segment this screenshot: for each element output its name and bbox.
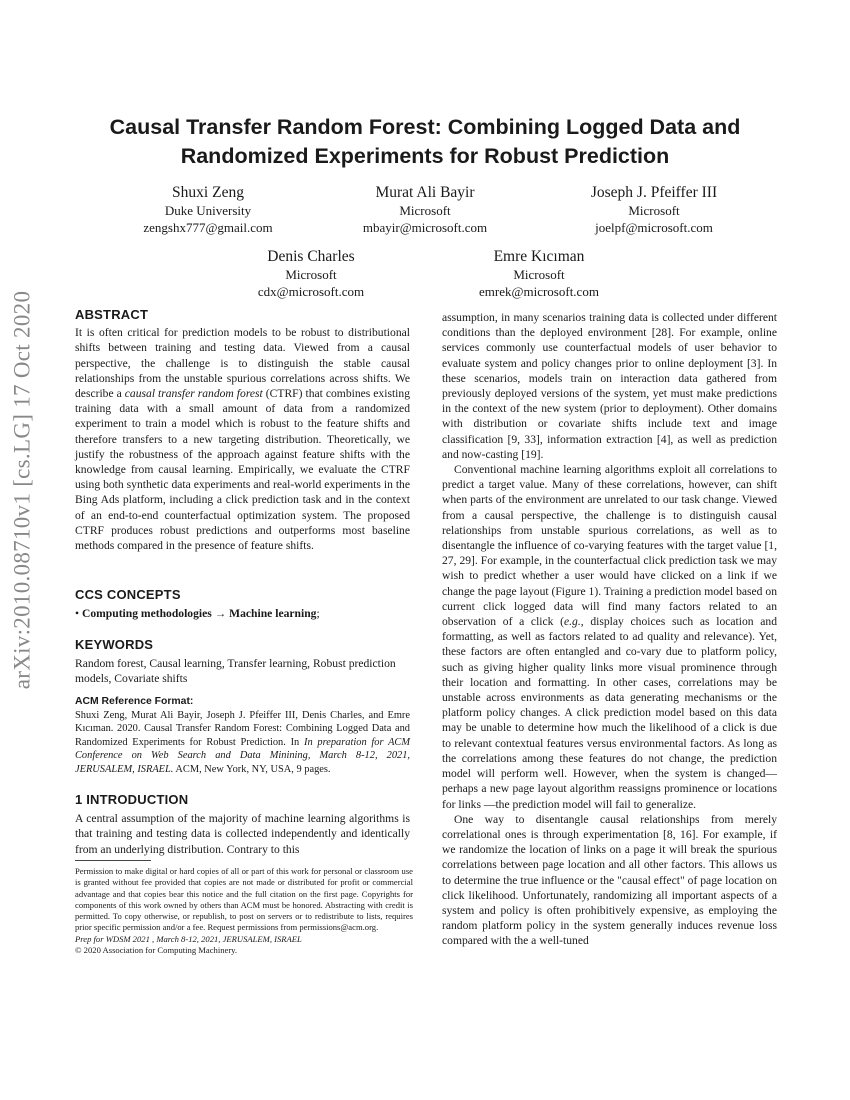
abstract-heading: ABSTRACT: [75, 307, 149, 322]
intro-paragraph: A central assumption of the majority of machine learning algorithms is that training and testing data is collected independently and identically from an underlying distribution. Contrary to this: [75, 812, 410, 856]
author-affiliation: Microsoft: [513, 267, 565, 282]
keywords-section: [75, 637, 410, 687]
author-block: [88, 183, 328, 236]
keywords-heading: KEYWORDS: [75, 637, 154, 652]
permission-footnote: [75, 866, 413, 956]
author-email: cdx@microsoft.com: [257, 283, 365, 299]
ccs-concept-line: [75, 606, 410, 621]
intro-text-part: , display choices such as location and formatting, as well as factors related to ad quality and relevance). Yet, these factors are often entangled and co-vary due to platform policy, such as giving higher quality links more visual prominence through their location and formatting. In other cases, correlations may be unstable across environments as data generating mechanisms or the platform policy changes. A click prediction model based on this data may be unable to determine how much the likelihood of a click is due to relevant contextual features versus environmental factors. As long as the correlations among these features do not change, the prediction model will perform well. However, when the system is changed—perhaps a new page layout algorithm reassigns prominence or locations for links —the prediction model will fail to generalize.: [442, 615, 777, 811]
venue-italic: Prep for WDSM 2021 , March 8-12, 2021, JERUSALEM, ISRAEL: [75, 933, 302, 944]
author-email: joelpf@microsoft.com: [595, 219, 713, 235]
author-name: Denis Charles: [267, 248, 355, 265]
abstract-text-part: It is often critical for prediction models to be robust to distributional shifts between training and testing data. Viewed from a causal perspective, the challenge is to distinguish the stable causal relationships from the unstable spurious correlations across shifts. We describe a: [75, 326, 410, 401]
acm-ref-heading: ACM Reference Format:: [75, 696, 194, 707]
author-block: [191, 247, 431, 300]
intro-text-part: Conventional machine learning algorithms exploit all correlations to predict a target value. Many of these correlations, however, can shift when parts of the environment are unrelated to our task change. Viewed from a causal perspective, the challenge is to distinguish causal relationships from unstable spurious correlations, as well as to disentangle the influence of co-varying features with the target value [1, 27, 29]. For example, in the counterfactual click prediction task we may wish to predict whether a user would have clicked on a link if we change the page layout (Figure 1). Training a prediction model based on current click logged data will find many factors related to an observation of a click (: [442, 463, 777, 629]
ccs-term: Machine learning: [229, 607, 317, 621]
author-name: Emre Kıcıman: [493, 248, 585, 265]
copyright-text: © 2020 Association for Computing Machinery.: [75, 945, 238, 956]
keywords-text: Random forest, Causal learning, Transfer learning, Robust prediction models, Covariate shifts: [75, 657, 396, 686]
bullet: •: [75, 607, 80, 621]
intro-italic: e.g.: [564, 615, 581, 629]
arxiv-id-text: arXiv:2010.08710v1 [cs.LG] 17 Oct 2020: [9, 290, 35, 690]
acm-ref-part: Shuxi Zeng, Murat Ali Bayir, Joseph J. Pfeiffer III, Denis Charles, and Emre Kıcıman. 2020. Causal Transfer Random Forest: Combining Logged Data and Randomized Experiments for Robust Prediction. In: [75, 709, 410, 748]
abstract-text-part: (CTRF) that combines existing training data with a small amount of data from a randomized experiment to train a model which is robust to the feature shifts and therefore transfers to a new targeting distribution. Theoretically, we justify the robustness of the approach against feature shifts with the knowledge from causal learning. Empirically, we evaluate the CTRF using both synthetic data experiments and real-world experiments in the Bing Ads platform, including a click prediction task and in the context of an end-to-end counterfactual optimization system. The proposed CTRF produces robust predictions and outperforms most baseline methods compared in the presence of feature shifts.: [75, 387, 410, 553]
acm-ref-part: ACM, New York, NY, USA, 9 pages.: [173, 763, 331, 775]
author-email: emrek@microsoft.com: [479, 283, 599, 299]
ccs-end: ;: [316, 607, 320, 621]
ccs-section: [75, 587, 410, 621]
author-affiliation: Microsoft: [285, 267, 337, 282]
author-block: [419, 247, 659, 300]
author-name: Murat Ali Bayir: [375, 184, 475, 201]
ccs-heading: CCS CONCEPTS: [75, 587, 181, 602]
abstract-italic-term: causal transfer random forest: [124, 387, 263, 401]
introduction-heading: 1 INTRODUCTION: [75, 792, 189, 807]
author-name: Joseph J. Pfeiffer III: [590, 184, 718, 201]
intro-paragraph: [442, 462, 777, 812]
abstract-text: [75, 325, 410, 553]
acm-reference: [75, 695, 410, 777]
author-block: [534, 183, 774, 236]
author-name: Shuxi Zeng: [172, 184, 244, 201]
abstract-section: [75, 307, 410, 553]
introduction-section: [75, 792, 410, 857]
footnote-divider: [75, 860, 151, 861]
title-line-1: Causal Transfer Random Forest: Combining Logged Data and: [109, 115, 741, 139]
author-email: zengshx777@gmail.com: [143, 219, 273, 235]
author-email: mbayir@microsoft.com: [362, 219, 488, 235]
permission-text: Permission to make digital or hard copies of all or part of this work for personal or classroom use is granted without fee provided that copies are not made or distributed for profit or commercial advantage and that copies bear this notice and the full citation on the first page. Copyrights for components of this work owned by others than ACM must be honored. Abstracting with credit is permitted. To copy otherwise, or republish, to post on servers or to redistribute to lists, requires prior specific permission and/or a fee. Request permissions from permissions@acm.org.: [75, 866, 413, 933]
arxiv-side-identifier: [2, 290, 42, 690]
arrow-icon: →: [214, 607, 227, 621]
ccs-term: Computing methodologies: [81, 607, 212, 621]
author-block: [305, 183, 545, 236]
intro-paragraph-continued: assumption, in many scenarios training data is collected under different conditions than the deployed environment [28]. For example, online services commonly use counterfactual models of user behavior to evaluate system and policy changes prior to online deployment [3]. In these scenarios, models train on interaction data gathered from previously deployed versions of the system, yet must make predictions in the context of the new system (prior to deployment). Other domains with distribution or covariate shifts include text and image classification [9, 33], information extraction [4], as well as prediction and now-casting [19].: [442, 311, 777, 461]
acm-ref-text: [75, 709, 410, 777]
acm-ref-italic: In preparation for ACM Conference on Web Search and Data Minining, March 8-12, 2021, JERUSALEM, ISRAEL.: [75, 736, 410, 775]
author-affiliation: Duke University: [164, 203, 252, 218]
author-affiliation: Microsoft: [628, 203, 680, 218]
venue-text: [75, 934, 413, 945]
right-column: [442, 310, 777, 949]
paper-title: [60, 113, 790, 171]
author-affiliation: Microsoft: [399, 203, 451, 218]
title-line-2: Randomized Experiments for Robust Prediction: [180, 144, 670, 168]
intro-paragraph: One way to disentangle causal relationships from merely correlational ones is through experimentation [8, 16]. For example, if we randomize the location of links on a page it will break the spurious correlations between page location and all other factors. This allows us to determine the true influence or the "causal effect" of page location on click likelihood. Unfortunately, randomizing all important aspects of a system and policy is often prohibitively expensive, as employing the random platform policy in the system generally induces revenue loss compared with the a well-tuned: [442, 812, 777, 948]
